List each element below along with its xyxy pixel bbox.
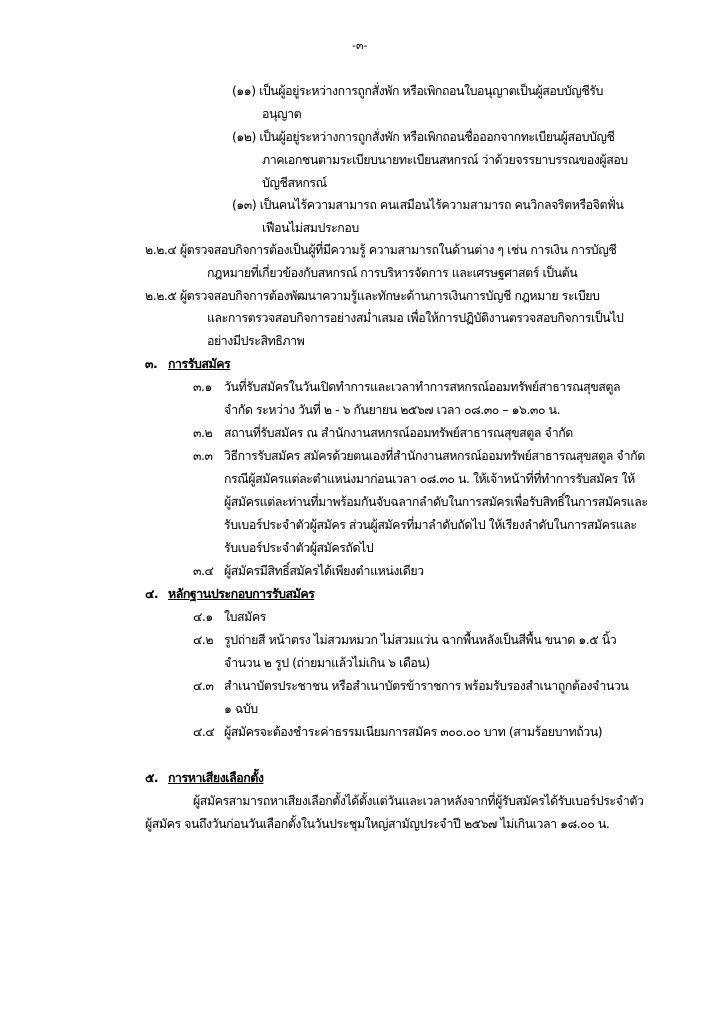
item-2-2-5-line-3: อย่างมีประสิทธิภาพ [207, 333, 305, 348]
item-4-1-line-1: ใบสมัคร [224, 609, 266, 624]
section-5-heading: การหาเสียงเลือกตั้ง [168, 770, 264, 785]
item-3-3-number: ๓.๓ [193, 448, 213, 463]
section-5-number: ๕. [145, 770, 159, 785]
item-4-3-line-1: สำเนาบัตรประชาชน หรือสำเนาบัตรข้าราชการ พร้อมรับรองสำเนาถูกต้องจำนวน [224, 678, 629, 693]
qualification-11-line-2: อนุญาต [262, 106, 302, 121]
qualification-12-line-2: ภาคเอกชนตามระเบียบนายทะเบียนสหกรณ์ ว่าด้วยจรรยาบรรณของผู้สอบ [262, 152, 628, 167]
item-3-1-number: ๓.๑ [193, 379, 212, 394]
section-4-number: ๔. [145, 586, 159, 601]
section-5-line-1: ผู้สมัครสามารถหาเสียงเลือกตั้งได้ตั้งแต่วันและเวลาหลังจากที่ผู้รับสมัครได้รับเบอร์ประจำตัว [193, 793, 644, 808]
page-number: -๓- [352, 39, 368, 52]
section-3-number: ๓. [145, 356, 158, 371]
item-4-3-number: ๔.๓ [193, 678, 214, 693]
item-4-2-line-2: จำนวน ๒ รูป (ถ่ายมาแล้วไม่เกิน ๖ เดือน) [224, 655, 430, 670]
section-5-line-2: ผู้สมัคร จนถึงวันก่อนวันเลือกตั้งในวันประชุมใหญ่สามัญประจำปี ๒๕๖๗ ไม่เกินเวลา ๑๘.๐๐ น. [145, 816, 610, 831]
item-3-2-line-1: สถานที่รับสมัคร ณ สำนักงานสหกรณ์ออมทรัพย์สาธารณสุขสตูล จำกัด [224, 425, 573, 440]
item-4-3-line-2: ๑ ฉบับ [224, 701, 258, 716]
qualification-11-line-1: (๑๑) เป็นผู้อยู่ระหว่างการถูกสั่งพัก หรือเพิกถอนใบอนุญาตเป็นผู้สอบบัญชีรับ [232, 83, 603, 98]
item-4-2-line-1: รูปถ่ายสี หน้าตรง ไม่สวมหมวก ไม่สวมแว่น ฉากพื้นหลังเป็นสีพื้น ขนาด ๑.๕ นิ้ว [224, 632, 617, 647]
item-3-4-number: ๓.๔ [193, 563, 214, 578]
item-3-1-line-2: จำกัด ระหว่าง วันที่ ๒ - ๖ กันยายน ๒๕๖๗ เวลา ๐๘.๓๐ – ๑๖.๓๐ น. [224, 402, 561, 417]
item-3-3-line-2: กรณีผู้สมัครแต่ละตำแหน่งมาก่อนเวลา ๐๘.๓๐ น. ให้เจ้าหน้าที่ที่ทำการรับสมัคร ให้ [224, 471, 635, 486]
item-3-3-line-3: ผู้สมัครแต่ละท่านที่มาพร้อมกันจับฉลากลำดับในการสมัครเพื่อรับสิทธิ์ในการสมัครและ [224, 494, 648, 509]
item-3-3-line-5: รับเบอร์ประจำตัวผู้สมัครถัดไป [224, 540, 374, 555]
item-4-4-line-1: ผู้สมัครจะต้องชำระค่าธรรมเนียมการสมัคร ๓๐๐.๐๐ บาท (สามร้อยบาทถ้วน) [224, 724, 603, 739]
item-3-1-line-1: วันที่รับสมัครในวันเปิดทำการและเวลาทำการสหกรณ์ออมทรัพย์สาธารณสุขสตูล [224, 379, 621, 394]
item-3-2-number: ๓.๒ [193, 425, 213, 440]
item-2-2-5-line-2: และการตรวจสอบกิจการอย่างสม่ำเสมอ เพื่อให้การปฏิบัติงานตรวจสอบกิจการเป็นไป [207, 310, 624, 325]
item-3-3-line-1: วิธีการรับสมัคร สมัครด้วยตนเองที่สำนักงานสหกรณ์ออมทรัพย์สาธารณสุขสตูล จำกัด [224, 448, 645, 463]
item-4-2-number: ๔.๒ [193, 632, 214, 647]
item-4-4-number: ๔.๔ [193, 724, 215, 739]
item-2-2-4-line-2: กฎหมายที่เกี่ยวข้องกับสหกรณ์ การบริหารจัดการ และเศรษฐศาสตร์ เป็นต้น [207, 265, 578, 280]
section-3-heading: การรับสมัคร [168, 356, 231, 371]
item-3-3-line-4: รับเบอร์ประจำตัวผู้สมัคร ส่วนผู้สมัครที่มาลำดับถัดไป ให้เรียงลำดับในการสมัครและ [224, 517, 637, 532]
qualification-13-line-2: เฟือนไม่สมประกอบ [262, 220, 359, 235]
section-4-heading: หลักฐานประกอบการรับสมัคร [168, 586, 315, 601]
qualification-12-line-1: (๑๒) เป็นผู้อยู่ระหว่างการถูกสั่งพัก หรือเพิกถอนชื่อออกจากทะเบียนผู้สอบบัญชี [232, 129, 615, 144]
qualification-13-line-1: (๑๓) เป็นคนไร้ความสามารถ คนเสมือนไร้ความสามารถ คนวิกลจริตหรือจิตฟั่น [232, 197, 624, 212]
item-4-1-number: ๔.๑ [193, 609, 213, 624]
item-3-4-line-1: ผู้สมัครมีสิทธิ์สมัครได้เพียงตำแหน่งเดียว [224, 563, 424, 578]
item-2-2-5-line-1: ๒.๒.๕ ผู้ตรวจสอบกิจการต้องพัฒนาความรู้และทักษะด้านการเงินการบัญชี กฎหมาย ระเบียบ [145, 288, 600, 303]
item-2-2-4-line-1: ๒.๒.๔ ผู้ตรวจสอบกิจการต้องเป็นผู้ที่มีความรู้ ความสามารถในด้านต่าง ๆ เช่น การเงิน การบัญชี [145, 242, 617, 257]
qualification-12-line-3: บัญชีสหกรณ์ [262, 175, 327, 190]
